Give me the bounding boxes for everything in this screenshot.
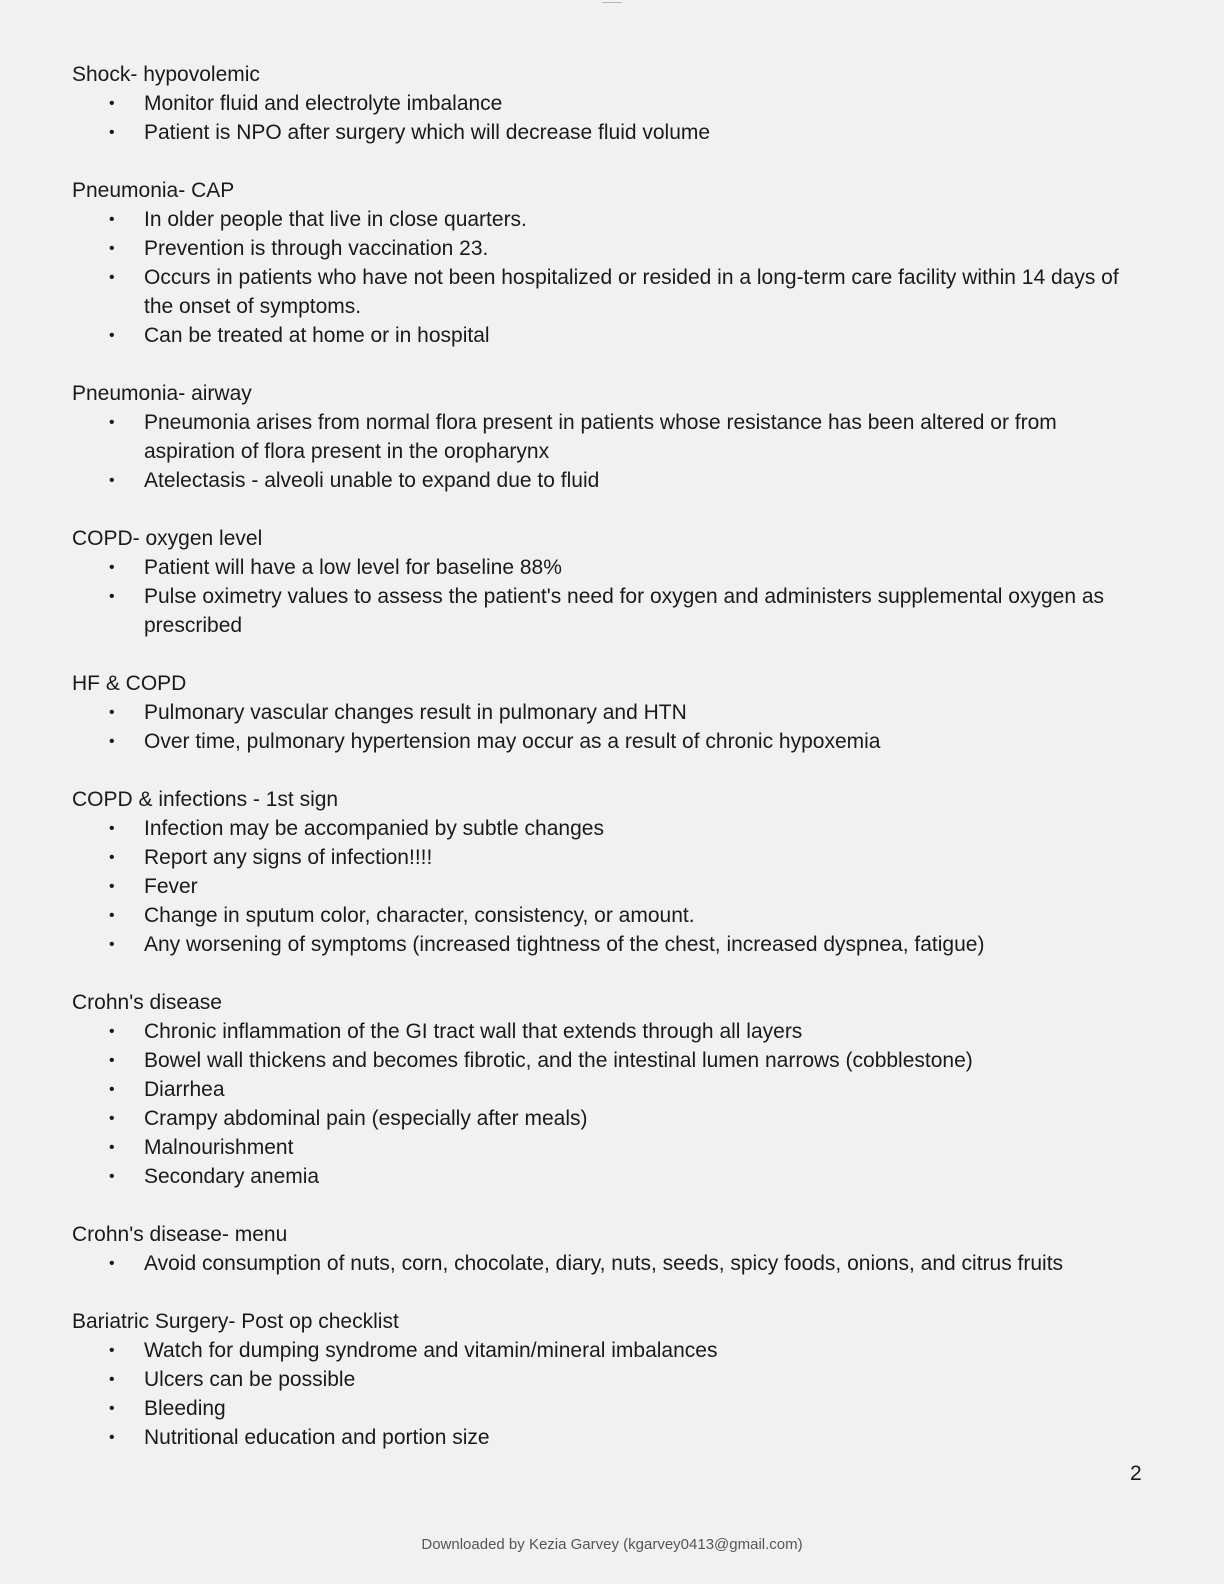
- list-item: [72, 1046, 1152, 1075]
- bullet-icon: •: [109, 1052, 115, 1069]
- list-item-text: Occurs in patients who have not been hospitalized or resided in a long-term care facility within 14 days of the onset of symptoms.: [144, 266, 1119, 318]
- section-heading: Bariatric Surgery- Post op checklist: [72, 1310, 399, 1333]
- bullet-icon: •: [109, 211, 115, 228]
- page-number: 2: [1130, 1462, 1142, 1485]
- note-section: [72, 379, 1152, 495]
- list-item-text: Bleeding: [144, 1397, 226, 1420]
- section-heading: Crohn's disease- menu: [72, 1223, 288, 1246]
- list-item-text: Ulcers can be possible: [144, 1368, 356, 1391]
- note-section: [72, 176, 1152, 350]
- list-item: [72, 901, 1152, 930]
- bullet-icon: •: [109, 820, 115, 837]
- list-item-text: Over time, pulmonary hypertension may occur as a result of chronic hypoxemia: [144, 730, 881, 753]
- bullet-list: [72, 205, 1152, 350]
- section-heading: Pneumonia- airway: [72, 382, 252, 405]
- list-item-text: Diarrhea: [144, 1078, 225, 1101]
- bullet-list: [72, 89, 1152, 147]
- list-item: [72, 1249, 1152, 1278]
- list-item: [72, 263, 1152, 321]
- list-item-text: In older people that live in close quarters.: [144, 208, 527, 231]
- bullet-icon: •: [109, 1371, 115, 1388]
- list-item: [72, 408, 1152, 466]
- bullet-icon: •: [109, 588, 115, 605]
- bullet-icon: •: [109, 878, 115, 895]
- bullet-list: [72, 814, 1152, 959]
- list-item-text: Prevention is through vaccination 23.: [144, 237, 489, 260]
- bullet-icon: •: [109, 95, 115, 112]
- download-footer: Downloaded by Kezia Garvey (kgarvey0413@gmail.com): [421, 1536, 803, 1553]
- bullet-icon: •: [109, 936, 115, 953]
- bullet-icon: •: [109, 907, 115, 924]
- list-item-text: Patient is NPO after surgery which will decrease fluid volume: [144, 121, 711, 144]
- list-item-text: Pulse oximetry values to assess the patient's need for oxygen and administers supplemental oxygen as prescribed: [144, 585, 1105, 637]
- list-item: [72, 930, 1152, 959]
- bullet-icon: •: [109, 1139, 115, 1156]
- list-item: [72, 234, 1152, 263]
- list-item: [72, 1394, 1152, 1423]
- bullet-icon: •: [109, 124, 115, 141]
- list-item: [72, 1365, 1152, 1394]
- list-item-text: Pneumonia arises from normal flora present in patients whose resistance has been altered or from aspiration of flora present in the oropharynx: [144, 411, 1057, 463]
- list-item: [72, 1162, 1152, 1191]
- bullet-icon: •: [109, 472, 115, 489]
- list-item-text: Nutritional education and portion size: [144, 1426, 490, 1449]
- list-item-text: Monitor fluid and electrolyte imbalance: [144, 92, 503, 115]
- bullet-icon: •: [109, 1342, 115, 1359]
- list-item: [72, 1017, 1152, 1046]
- bullet-icon: •: [109, 559, 115, 576]
- bullet-icon: •: [109, 1168, 115, 1185]
- list-item: [72, 205, 1152, 234]
- list-item: [72, 466, 1152, 495]
- list-item-text: Secondary anemia: [144, 1165, 320, 1188]
- list-item-text: Avoid consumption of nuts, corn, chocolate, diary, nuts, seeds, spicy foods, onions, and citrus fruits: [144, 1252, 1064, 1275]
- list-item: [72, 727, 1152, 756]
- list-item-text: Pulmonary vascular changes result in pulmonary and HTN: [144, 701, 687, 724]
- bullet-icon: •: [109, 269, 115, 286]
- section-heading: COPD & infections - 1st sign: [72, 788, 339, 811]
- bullet-icon: •: [109, 1429, 115, 1446]
- list-item-text: Can be treated at home or in hospital: [144, 324, 490, 347]
- bullet-icon: •: [109, 240, 115, 257]
- list-item-text: Bowel wall thickens and becomes fibrotic, and the intestinal lumen narrows (cobblestone): [144, 1049, 973, 1072]
- section-heading: Shock- hypovolemic: [72, 63, 260, 86]
- note-section: [72, 524, 1152, 640]
- list-item: [72, 1423, 1152, 1452]
- list-item: [72, 1104, 1152, 1133]
- list-item-text: Crampy abdominal pain (especially after meals): [144, 1107, 588, 1130]
- list-item: [72, 1133, 1152, 1162]
- list-item-text: Any worsening of symptoms (increased tightness of the chest, increased dyspnea, fatigue): [144, 933, 985, 956]
- note-section: [72, 1307, 1152, 1452]
- list-item: [72, 321, 1152, 350]
- list-item: [72, 1336, 1152, 1365]
- bullet-icon: •: [109, 1023, 115, 1040]
- list-item-text: Watch for dumping syndrome and vitamin/mineral imbalances: [144, 1339, 718, 1362]
- bullet-list: [72, 1249, 1152, 1278]
- bullet-icon: •: [109, 1400, 115, 1417]
- list-item: [72, 843, 1152, 872]
- list-item: [72, 814, 1152, 843]
- section-heading: HF & COPD: [72, 672, 187, 695]
- bullet-list: [72, 1336, 1152, 1452]
- section-heading: Crohn's disease: [72, 991, 222, 1014]
- bullet-icon: •: [109, 1255, 115, 1272]
- list-item-text: Atelectasis - alveoli unable to expand due to fluid: [144, 469, 600, 492]
- list-item: [72, 118, 1152, 147]
- bullet-list: [72, 553, 1152, 640]
- bullet-icon: •: [109, 849, 115, 866]
- list-item-text: Chronic inflammation of the GI tract wall that extends through all layers: [144, 1020, 803, 1043]
- section-heading: COPD- oxygen level: [72, 527, 263, 550]
- bullet-icon: •: [109, 733, 115, 750]
- list-item: [72, 553, 1152, 582]
- list-item-text: Patient will have a low level for baseline 88%: [144, 556, 562, 579]
- list-item-text: Infection may be accompanied by subtle changes: [144, 817, 604, 840]
- list-item-text: Change in sputum color, character, consistency, or amount.: [144, 904, 695, 927]
- note-section: [72, 988, 1152, 1191]
- bullet-list: [72, 408, 1152, 495]
- list-item-text: Malnourishment: [144, 1136, 294, 1159]
- bullet-list: [72, 698, 1152, 756]
- note-section: [72, 669, 1152, 756]
- note-section: [72, 785, 1152, 959]
- list-item-text: Fever: [144, 875, 198, 898]
- list-item-text: Report any signs of infection!!!!: [144, 846, 433, 869]
- bullet-icon: •: [109, 1110, 115, 1127]
- list-item: [72, 89, 1152, 118]
- header-rule: [602, 0, 622, 3]
- bullet-icon: •: [109, 704, 115, 721]
- bullet-icon: •: [109, 1081, 115, 1098]
- list-item: [72, 582, 1152, 640]
- list-item: [72, 1075, 1152, 1104]
- bullet-icon: •: [109, 414, 115, 431]
- note-section: [72, 1220, 1152, 1278]
- section-heading: Pneumonia- CAP: [72, 179, 235, 202]
- list-item: [72, 872, 1152, 901]
- note-section: [72, 60, 1152, 147]
- list-item: [72, 698, 1152, 727]
- bullet-icon: •: [109, 327, 115, 344]
- document-body: [72, 60, 1152, 1481]
- bullet-list: [72, 1017, 1152, 1191]
